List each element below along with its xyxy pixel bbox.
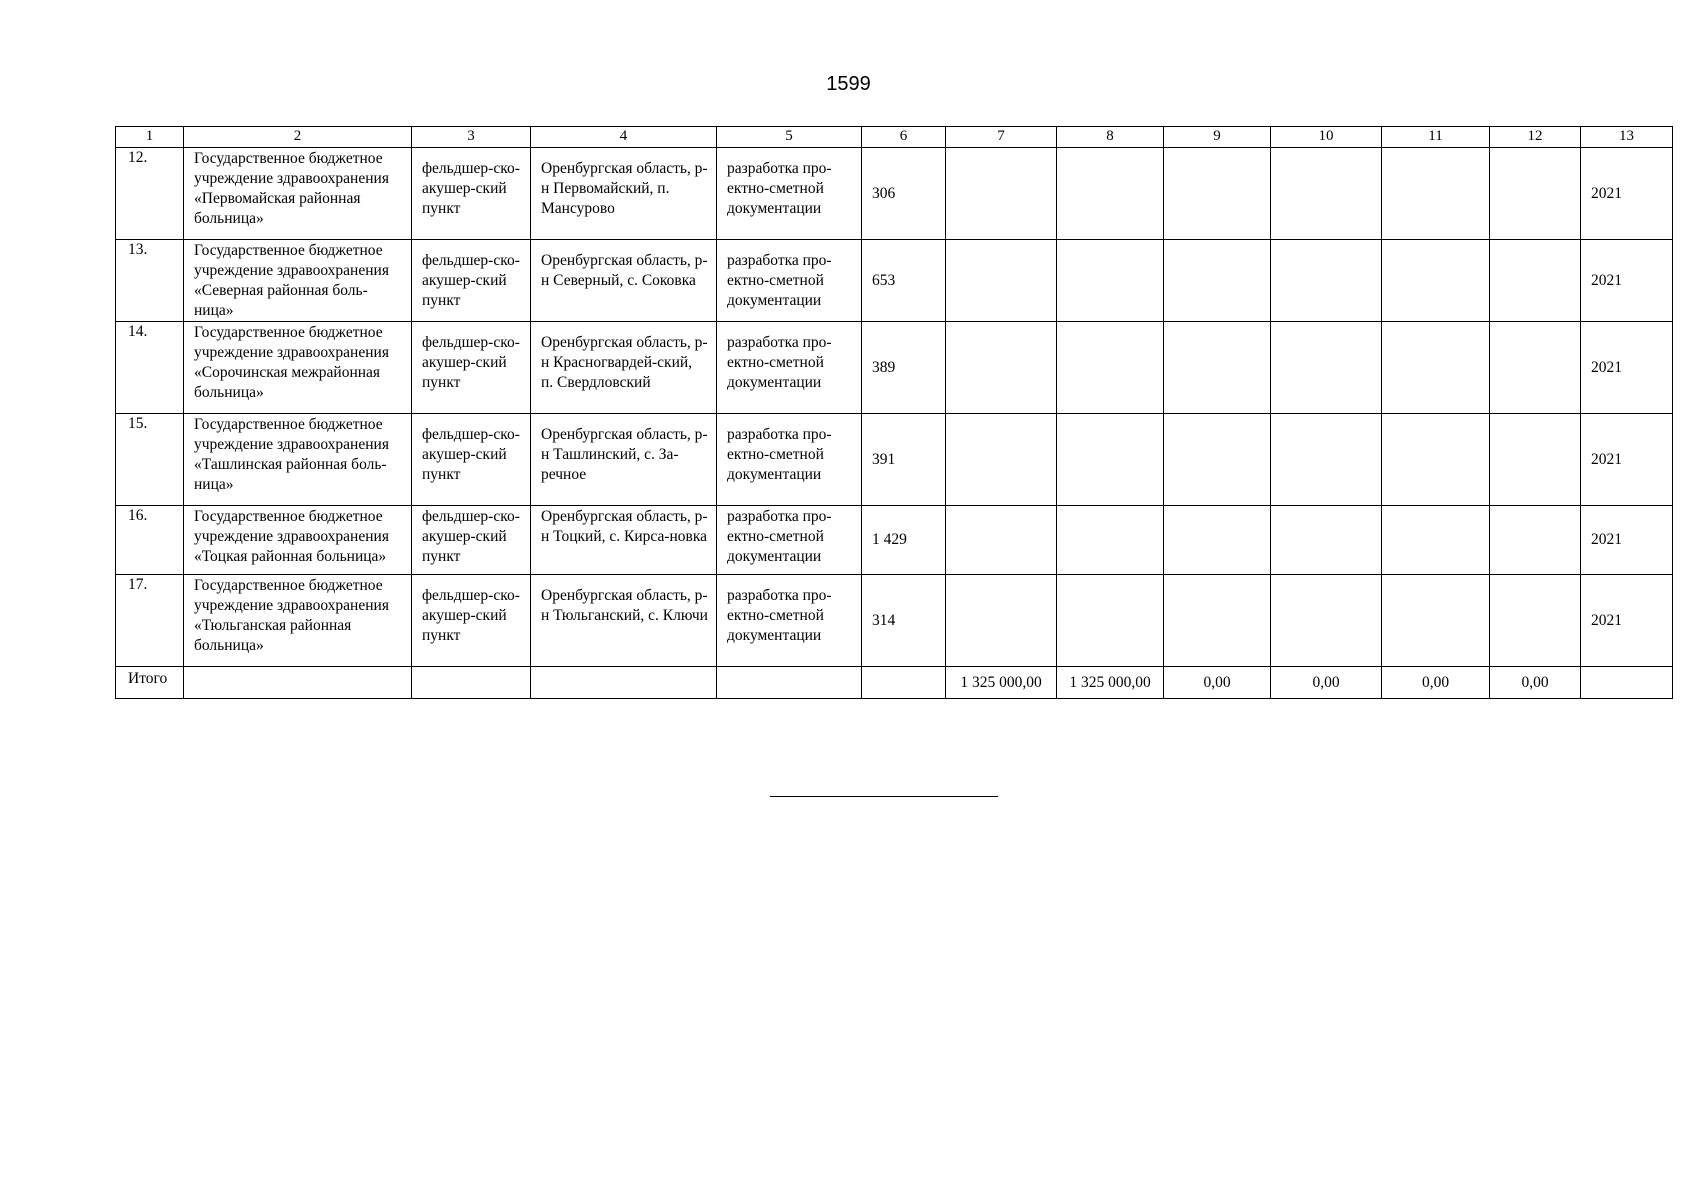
work-type-cell xyxy=(717,148,862,240)
institution-cell xyxy=(184,506,412,575)
row-number: 17. xyxy=(128,576,148,593)
empty-cell xyxy=(1057,506,1164,575)
empty-cell xyxy=(1271,148,1382,240)
column-header: 2 xyxy=(184,127,412,148)
address-cell xyxy=(531,322,717,414)
column-header: 6 xyxy=(862,127,946,148)
empty-cell xyxy=(1164,414,1271,506)
address-cell xyxy=(531,240,717,322)
row-number-cell xyxy=(116,148,184,240)
year-cell xyxy=(1581,414,1673,506)
col6-cell xyxy=(862,240,946,322)
empty-cell xyxy=(1490,506,1581,575)
column-header: 11 xyxy=(1382,127,1490,148)
table-row xyxy=(116,506,1673,575)
col6-value: 389 xyxy=(872,358,896,376)
row-number: 16. xyxy=(128,507,148,524)
row-number-cell xyxy=(116,414,184,506)
address: Оренбургская область, р-н Тоцкий, с. Кирса-новка xyxy=(541,508,708,545)
column-header: 1 xyxy=(116,127,184,148)
total-col10: 0,00 xyxy=(1271,667,1382,699)
work-type: разработка про-ектно-сметной документации xyxy=(727,587,832,644)
total-col8: 1 325 000,00 xyxy=(1057,667,1164,699)
empty-cell xyxy=(1490,322,1581,414)
empty-cell xyxy=(1490,575,1581,667)
year-value: 2021 xyxy=(1591,271,1622,289)
empty-cell xyxy=(1164,240,1271,322)
col6-value: 653 xyxy=(872,271,896,289)
institution-name: Государственное бюджетное учреждение здравоохранения «Тюльганская районная больница» xyxy=(194,577,389,654)
total-label: Итого xyxy=(128,670,168,687)
table-row xyxy=(116,575,1673,667)
empty-cell xyxy=(946,575,1057,667)
year-value: 2021 xyxy=(1591,184,1622,202)
empty-cell xyxy=(1057,240,1164,322)
empty-cell xyxy=(946,322,1057,414)
col6-cell xyxy=(862,322,946,414)
col6-cell xyxy=(862,506,946,575)
object-type: фельдшер-ско-акушер-ский пункт xyxy=(422,160,520,217)
work-type: разработка про-ектно-сметной документации xyxy=(727,252,832,309)
column-header: 7 xyxy=(946,127,1057,148)
institution-cell xyxy=(184,240,412,322)
work-type-cell xyxy=(717,414,862,506)
empty-cell xyxy=(946,506,1057,575)
empty-cell xyxy=(862,667,946,699)
object-type-cell xyxy=(412,322,531,414)
work-type: разработка про-ектно-сметной документации xyxy=(727,334,832,391)
column-header: 12 xyxy=(1490,127,1581,148)
total-col7: 1 325 000,00 xyxy=(946,667,1057,699)
row-number: 13. xyxy=(128,241,148,258)
address: Оренбургская область, р-н Красногвардей-ский, п. Свердловский xyxy=(541,334,708,391)
work-type-cell xyxy=(717,506,862,575)
empty-cell xyxy=(1271,322,1382,414)
address: Оренбургская область, р-н Первомайский, п. Мансурово xyxy=(541,160,708,217)
column-number-row xyxy=(116,127,1673,148)
col6-value: 1 429 xyxy=(872,531,907,548)
total-row xyxy=(116,667,1673,699)
column-header: 4 xyxy=(531,127,717,148)
col6-value: 391 xyxy=(872,450,896,468)
institution-name: Государственное бюджетное учреждение здравоохранения «Тоцкая районная больница» xyxy=(194,508,389,565)
object-type-cell xyxy=(412,240,531,322)
col6-cell xyxy=(862,148,946,240)
total-label-cell xyxy=(116,667,184,699)
object-type: фельдшер-ско-акушер-ский пункт xyxy=(422,508,520,565)
work-type: разработка про-ектно-сметной документации xyxy=(727,426,832,483)
object-type: фельдшер-ско-акушер-ский пункт xyxy=(422,252,520,309)
empty-cell xyxy=(1271,414,1382,506)
year-value: 2021 xyxy=(1591,611,1622,629)
address-cell xyxy=(531,414,717,506)
empty-cell xyxy=(1382,506,1490,575)
object-type-cell xyxy=(412,575,531,667)
empty-cell xyxy=(1490,240,1581,322)
institution-name: Государственное бюджетное учреждение здравоохранения «Сорочинская межрайонная больница» xyxy=(194,324,389,401)
address: Оренбургская область, р-н Северный, с. Соковка xyxy=(541,252,708,289)
empty-cell xyxy=(1271,240,1382,322)
table-row xyxy=(116,148,1673,240)
empty-cell xyxy=(946,240,1057,322)
column-header: 10 xyxy=(1271,127,1382,148)
object-type: фельдшер-ско-акушер-ский пункт xyxy=(422,426,520,483)
empty-cell xyxy=(1057,414,1164,506)
address: Оренбургская область, р-н Ташлинский, с. За-речное xyxy=(541,426,708,483)
object-type-cell xyxy=(412,506,531,575)
table-row xyxy=(116,414,1673,506)
year-cell xyxy=(1581,322,1673,414)
page-number: 1599 xyxy=(826,73,871,95)
empty-cell xyxy=(1271,575,1382,667)
institution-name: Государственное бюджетное учреждение здравоохранения «Северная районная боль-ница» xyxy=(194,242,389,319)
empty-cell xyxy=(1057,148,1164,240)
object-type-cell xyxy=(412,148,531,240)
column-header: 3 xyxy=(412,127,531,148)
empty-cell xyxy=(1271,506,1382,575)
address-cell xyxy=(531,148,717,240)
year-value: 2021 xyxy=(1591,358,1622,376)
empty-cell xyxy=(1490,148,1581,240)
empty-cell xyxy=(184,667,412,699)
col6-cell xyxy=(862,575,946,667)
empty-cell xyxy=(946,148,1057,240)
column-header: 9 xyxy=(1164,127,1271,148)
total-col12: 0,00 xyxy=(1490,667,1581,699)
empty-cell xyxy=(1382,240,1490,322)
year-value: 2021 xyxy=(1591,450,1622,468)
object-type-cell xyxy=(412,414,531,506)
empty-cell xyxy=(1057,575,1164,667)
work-type-cell xyxy=(717,322,862,414)
empty-cell xyxy=(1164,575,1271,667)
year-cell xyxy=(1581,240,1673,322)
work-type: разработка про-ектно-сметной документации xyxy=(727,160,832,217)
total-col11: 0,00 xyxy=(1382,667,1490,699)
col6-value: 306 xyxy=(872,184,896,202)
column-header: 8 xyxy=(1057,127,1164,148)
object-type: фельдшер-ско-акушер-ский пункт xyxy=(422,334,520,391)
work-type-cell xyxy=(717,575,862,667)
row-number: 14. xyxy=(128,323,148,340)
row-number-cell xyxy=(116,575,184,667)
institution-cell xyxy=(184,414,412,506)
empty-cell xyxy=(1382,148,1490,240)
data-table xyxy=(115,126,1673,699)
institution-name: Государственное бюджетное учреждение здравоохранения «Первомайская районная больница» xyxy=(194,150,389,227)
institution-name: Государственное бюджетное учреждение здравоохранения «Ташлинская районная боль-ница» xyxy=(194,416,389,493)
empty-cell xyxy=(1382,414,1490,506)
empty-cell xyxy=(1164,506,1271,575)
empty-cell xyxy=(1490,414,1581,506)
empty-cell xyxy=(1164,322,1271,414)
row-number: 15. xyxy=(128,415,148,432)
year-value: 2021 xyxy=(1591,531,1622,548)
object-type: фельдшер-ско-акушер-ский пункт xyxy=(422,587,520,644)
institution-cell xyxy=(184,322,412,414)
address-cell xyxy=(531,575,717,667)
year-cell xyxy=(1581,506,1673,575)
table-row xyxy=(116,240,1673,322)
empty-cell xyxy=(717,667,862,699)
work-type: разработка про-ектно-сметной документации xyxy=(727,508,832,565)
address-cell xyxy=(531,506,717,575)
year-cell xyxy=(1581,148,1673,240)
work-type-cell xyxy=(717,240,862,322)
empty-cell xyxy=(531,667,717,699)
empty-cell xyxy=(1382,575,1490,667)
row-number-cell xyxy=(116,240,184,322)
table-row xyxy=(116,322,1673,414)
institution-cell xyxy=(184,148,412,240)
col6-value: 314 xyxy=(872,611,896,629)
total-col9: 0,00 xyxy=(1164,667,1271,699)
institution-cell xyxy=(184,575,412,667)
year-cell xyxy=(1581,575,1673,667)
address: Оренбургская область, р-н Тюльганский, с. Ключи xyxy=(541,587,708,624)
empty-cell xyxy=(946,414,1057,506)
empty-cell xyxy=(412,667,531,699)
row-number-cell xyxy=(116,322,184,414)
empty-cell xyxy=(1581,667,1673,699)
empty-cell xyxy=(1057,322,1164,414)
column-header: 13 xyxy=(1581,127,1673,148)
column-header: 5 xyxy=(717,127,862,148)
empty-cell xyxy=(1164,148,1271,240)
row-number: 12. xyxy=(128,149,148,166)
end-divider-line xyxy=(770,796,998,797)
col6-cell xyxy=(862,414,946,506)
empty-cell xyxy=(1382,322,1490,414)
row-number-cell xyxy=(116,506,184,575)
